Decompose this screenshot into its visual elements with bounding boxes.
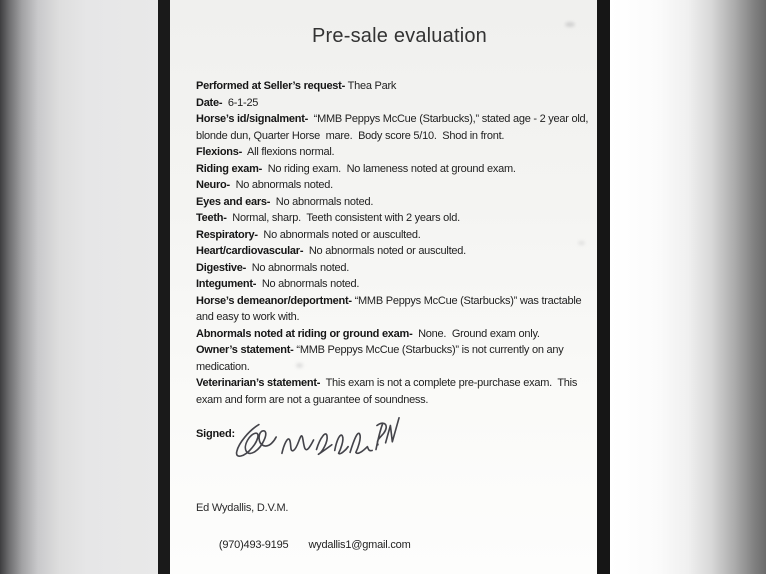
field-value: This exam is not a complete pre-purchase exam. This xyxy=(320,377,578,389)
field-value: 6-1-25 xyxy=(222,96,259,109)
signed-row xyxy=(196,424,589,468)
field-neuro xyxy=(196,177,598,194)
field-value: No abnormals noted or ausculted. xyxy=(303,245,466,257)
field-value: No riding exam. No lameness noted at ground exam. xyxy=(262,162,516,175)
field-value-line2: and easy to work with. xyxy=(196,311,300,323)
field-veterinarian-statement xyxy=(196,375,598,408)
document-content xyxy=(170,0,597,571)
field-label: Heart/cardiovascular- xyxy=(196,245,304,257)
field-label: Horse’s id/signalment- xyxy=(196,113,309,125)
field-value: None. Ground exam only. xyxy=(412,327,540,340)
field-abnormals xyxy=(196,326,598,343)
veterinarian-name: Ed Wydallis, D.V.M. xyxy=(196,502,289,514)
field-owner-statement xyxy=(196,342,598,375)
signature-handwriting xyxy=(232,412,400,464)
field-value: Normal, sharp. Teeth consistent with 2 years old. xyxy=(226,212,460,224)
field-label: Neuro- xyxy=(196,179,230,191)
field-value: No abnormals noted. xyxy=(229,179,333,191)
field-label: Abnormals noted at riding or ground exam- xyxy=(196,327,413,340)
field-value: “MMB Peppys McCue (Starbucks)” is not currently on any xyxy=(293,344,564,356)
field-value-line2: exam and form are not a guarantee of soundness. xyxy=(196,393,429,406)
email-address: wydallis1@gmail.com xyxy=(308,539,411,551)
field-id-signalment xyxy=(196,111,598,144)
field-date xyxy=(196,95,598,112)
field-performed-at xyxy=(196,78,598,95)
field-demeanor xyxy=(196,293,598,326)
field-value: No abnormals noted. xyxy=(256,278,360,290)
signature-scribble xyxy=(232,412,400,464)
field-label: Eyes and ears- xyxy=(196,195,271,208)
field-label: Horse’s demeanor/deportment- xyxy=(196,294,352,307)
field-value: All flexions normal. xyxy=(242,146,335,158)
page-edge-left xyxy=(158,0,170,574)
photo-backdrop-right xyxy=(610,0,766,574)
field-heart-cardiovascular xyxy=(196,243,598,260)
phone-number: (970)493-9195 xyxy=(218,539,289,551)
photo-backdrop-left xyxy=(0,0,158,574)
field-value: No abnormals noted. xyxy=(246,261,350,274)
scan-smudge xyxy=(296,363,303,368)
field-label: Veterinarian’s statement- xyxy=(196,377,321,389)
signed-label: Signed: xyxy=(196,428,235,440)
field-value: “MMB Peppys McCue (Starbucks),” stated age - 2 year old, xyxy=(308,113,589,125)
scan-smudge xyxy=(565,22,575,27)
field-label: Respiratory- xyxy=(196,228,258,241)
field-label: Teeth- xyxy=(196,212,227,224)
contact-line xyxy=(196,520,589,571)
field-value: No abnormals noted. xyxy=(270,195,374,208)
field-value: “MMB Peppys McCue (Starbucks)” was tractable xyxy=(351,294,582,307)
field-label: Owner’s statement- xyxy=(196,344,294,356)
field-label: Flexions- xyxy=(196,146,243,158)
field-label: Riding exam- xyxy=(196,162,263,175)
field-flexions xyxy=(196,144,598,161)
field-respiratory xyxy=(196,227,598,244)
evaluation-fields xyxy=(196,78,598,408)
field-integument xyxy=(196,276,598,293)
field-label: Digestive- xyxy=(196,261,247,274)
page-edge-right xyxy=(597,0,610,574)
field-riding-exam xyxy=(196,161,598,178)
field-digestive xyxy=(196,260,598,277)
field-value: No abnormals noted or ausculted. xyxy=(257,228,421,241)
scan-smudge xyxy=(578,241,585,245)
field-label: Integument- xyxy=(196,278,257,290)
field-label: Performed at Seller’s request- xyxy=(196,80,346,92)
field-value-line2: medication. xyxy=(196,360,250,373)
field-value: Thea Park xyxy=(345,80,397,92)
document-title: Pre-sale evaluation xyxy=(311,25,487,47)
field-label: Date- xyxy=(196,96,223,109)
field-eyes-ears xyxy=(196,194,598,211)
document-page xyxy=(170,0,597,574)
field-value-line2: blonde dun, Quarter Horse mare. Body score 5/10. Shod in front. xyxy=(196,129,505,142)
field-teeth xyxy=(196,210,598,227)
